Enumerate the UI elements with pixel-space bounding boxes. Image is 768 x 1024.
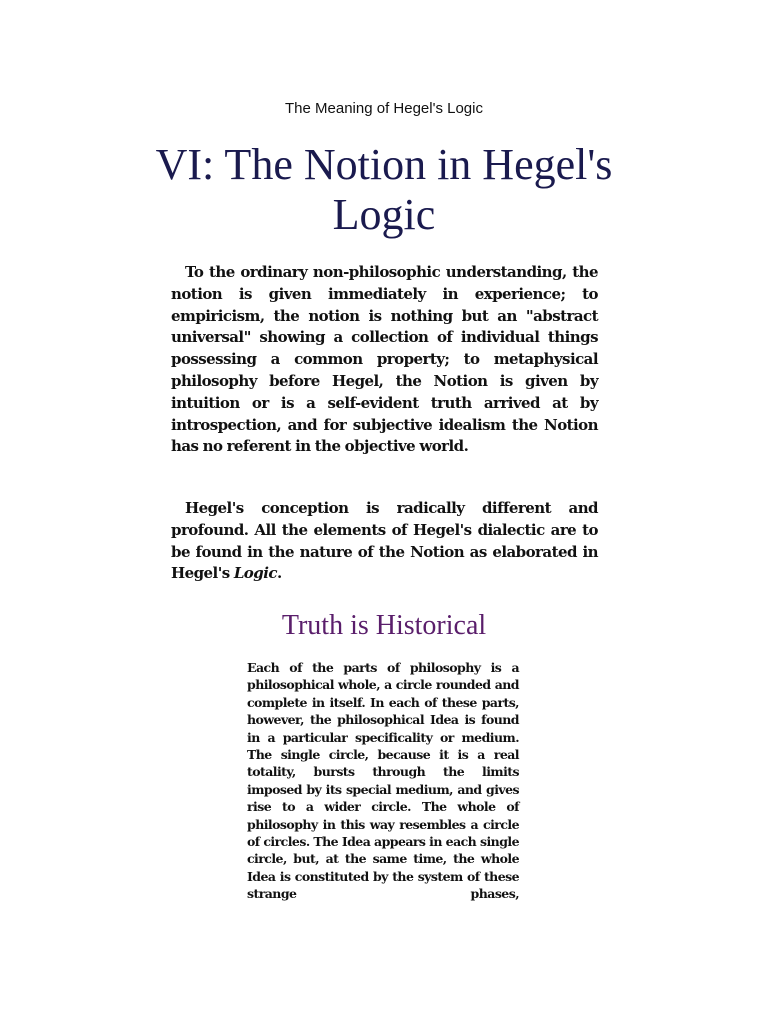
- paragraph-text: Hegel's conception is radically different and profound. All the elements of Hegel's dialectic are to be found in the nature of the Notion as elaborated in Hegel's: [171, 499, 598, 583]
- section-heading: Truth is Historical: [281, 610, 487, 641]
- paragraph-intro: To the ordinary non-philosophic understanding, the notion is given immediately in experience; to empiricism, the notion is nothing but an "abstract universal" showing a collection of individual things possessing a common property; to metaphysical philosophy before Hegel, the Notion is given by intuition or is a self-evident truth arrived at by introspection, and for subjective idealism the Notion has no referent in the objective world.: [171, 263, 598, 456]
- emphasized-book-title: Logic: [233, 564, 277, 583]
- running-header: The Meaning of Hegel's Logic: [285, 100, 483, 117]
- paragraph-text-end: .: [276, 564, 282, 583]
- chapter-title: VI: The Notion in Hegel's Logic: [155, 140, 613, 239]
- paragraph-conception: [171, 498, 598, 585]
- block-quote: Each of the parts of philosophy is a philosophical whole, a circle rounded and complete in itself. In each of these parts, however, the philosophical Idea is found in a particular specificality or medium. The single circle, because it is a real totality, bursts through the limits imposed by its special medium, and gives rise to a wider circle. The whole of philosophy in this way resembles a circle of circles. The Idea appears in each single circle, but, at the same time, the whole Idea is constituted by the system of these strange phases,: [247, 660, 519, 902]
